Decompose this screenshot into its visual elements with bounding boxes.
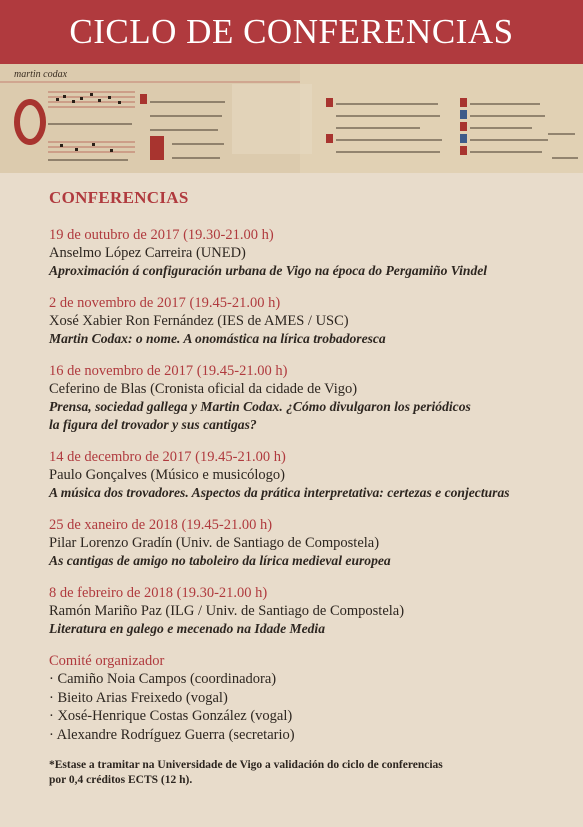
footnote-line2: por 0,4 créditos ECTS (12 h). (49, 774, 193, 786)
conference-item (49, 294, 559, 348)
committee-member: · Bieito Arias Freixedo (vogal) (49, 689, 228, 706)
manuscript-illustration (0, 64, 583, 173)
committee-member: · Xosé-Henrique Costas González (vogal) (49, 708, 293, 724)
conference-item (49, 516, 559, 570)
conference-speaker: Pilar Lorenzo Gradín (Univ. de Santiago de Compostela) (49, 535, 380, 551)
conference-date: 14 de decembro de 2017 (19.45-21.00 h) (49, 449, 286, 465)
conference-speaker: Ramón Mariño Paz (ILG / Univ. de Santiago de Compostela) (49, 603, 405, 619)
committee-heading: Comité organizador (49, 653, 165, 669)
page-title: CICLO DE CONFERENCIAS (69, 12, 514, 51)
manuscript-caption: martin codax (14, 69, 68, 80)
committee-member: · Camiño Noia Campos (coordinadora) (49, 671, 277, 687)
conference-title: Aproximación á configuración urbana de Vigo na época do Pergamiño Vindel (49, 263, 488, 278)
conference-speaker: Anselmo López Carreira (UNED) (49, 245, 246, 261)
footnote-line1: *Estase a tramitar na Universidade de Vigo a validación do ciclo de conferencias (49, 759, 443, 771)
section-title: CONFERENCIAS (49, 188, 189, 207)
conference-item (49, 448, 559, 502)
conference-date: 2 de novembro de 2017 (19.45-21.00 h) (49, 295, 281, 311)
conference-speaker: Paulo Gonçalves (Músico e musicólogo) (49, 467, 285, 483)
content (49, 188, 559, 788)
conference-date: 8 de febreiro de 2018 (19.30-21.00 h) (49, 585, 268, 601)
conference-title: A música dos trovadores. Aspectos da prática interpretativa: certezas e conjecturas (49, 485, 510, 500)
conference-title-line2: la figura del trovador y sus cantigas? (49, 417, 257, 432)
committee (49, 652, 559, 744)
conference-date: 16 de novembro de 2017 (19.45-21.00 h) (49, 363, 288, 379)
conference-title: Literatura en galego e mecenado na Idade Media (49, 621, 326, 636)
conference-date: 25 de xaneiro de 2018 (19.45-21.00 h) (49, 517, 273, 533)
conference-title: Martin Codax: o nome. A onomástica na lírica trobadoresca (49, 331, 386, 346)
header-banner (0, 0, 583, 64)
committee-member: · Alexandre Rodríguez Guerra (secretario) (49, 726, 295, 743)
conference-item (49, 362, 559, 434)
conference-title: As cantigas de amigo no taboleiro da lírica medieval europea (49, 553, 391, 568)
footnote (49, 758, 559, 788)
conference-item (49, 226, 559, 280)
conference-item (49, 584, 559, 638)
conference-speaker: Xosé Xabier Ron Fernández (IES de AMES / USC) (49, 313, 349, 329)
conference-date: 19 de outubro de 2017 (19.30-21.00 h) (49, 227, 274, 243)
conference-speaker: Ceferino de Blas (Cronista oficial da cidade de Vigo) (49, 381, 358, 397)
manuscript-image (0, 64, 583, 173)
conference-title-line1: Prensa, sociedad gallega y Martin Codax. ¿Cómo divulgaron los periódicos (49, 399, 471, 414)
